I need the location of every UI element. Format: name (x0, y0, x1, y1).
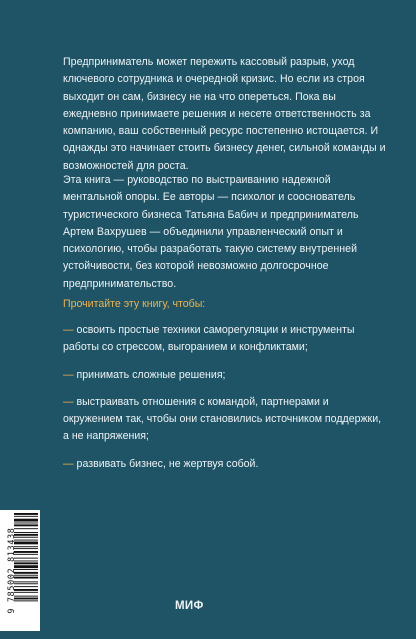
list-item (63, 394, 389, 446)
barcode-bar (14, 537, 38, 538)
barcode-bar (14, 551, 38, 553)
barcode-bar (14, 513, 38, 515)
barcode-bar (14, 558, 38, 559)
list-dash: — (63, 324, 74, 336)
barcode-bar (14, 540, 38, 541)
barcode-bar (14, 519, 38, 522)
barcode-bar (14, 598, 38, 600)
barcode-bar (14, 542, 38, 545)
isbn-number: 9 785002 813438 (6, 527, 16, 614)
list-title: Прочитайте эту книгу, чтобы: (63, 298, 206, 310)
barcode-bar (14, 592, 38, 593)
publisher-logo: МИФ (175, 600, 204, 612)
barcode-bar (14, 583, 38, 584)
list-item (63, 456, 389, 473)
benefits-list (63, 322, 389, 483)
barcode-bar (14, 569, 38, 570)
barcode-bar (14, 575, 38, 576)
barcode-bar (14, 577, 38, 579)
barcode-bar (14, 562, 38, 564)
barcode-bar (14, 524, 38, 526)
barcode-bar (14, 528, 38, 529)
list-dash: — (63, 457, 74, 470)
list-dash: — (63, 395, 74, 408)
barcode-bar (14, 589, 38, 591)
barcode-bar (14, 546, 38, 547)
barcode-bar (14, 586, 38, 587)
barcode-bar (14, 581, 38, 582)
barcode-bar (14, 548, 38, 549)
barcode-bar (14, 565, 38, 568)
description-paragraph-1: Предприниматель может пережить кассовый разрыв, уход ключевого сотрудника и очередной кризис. Но если из строя выходит он сам, бизнесу не на что опереться. Пока вы ежедневно принимаете решения и несете ответственность за компанию, ваш собственный ресурс постепенно истощается. И однажды это начинает стоить бизнесу денег, сильной команды и возможностей для роста. (63, 56, 386, 172)
barcode-bar (14, 572, 38, 574)
barcode-bar (14, 534, 38, 536)
barcode-bar (14, 516, 38, 517)
list-dash: — (63, 368, 74, 381)
list-item-text: принимать сложные решения; (76, 368, 226, 381)
list-item-text: освоить простые техники саморегуляции и инструменты работы со стрессом, выгоранием и конфликтами; (63, 324, 355, 354)
barcode-bar (14, 600, 38, 601)
barcode-bar (14, 596, 38, 597)
list-item-text: развивать бизнес, не жертвуя собой. (76, 457, 259, 470)
description-paragraph-2: Эта книга — руководство по выстраиванию надежной ментальной опоры. Ее авторы — психолог и сооснователь туристического бизнеса Татьяна Бабич и предприниматель Артем Вахрушев — объединили управленческий опыт и психологию, чтобы разработать такую систему внутренней устойчивости, без которой невозможно долгосрочное предпринимательство. (63, 174, 359, 290)
list-item-text: выстраивать отношения с командой, партнерами и окружением так, чтобы они становились источником поддержки, а не напряжения; (63, 395, 382, 443)
barcode-bar (14, 523, 38, 524)
list-item (63, 322, 389, 357)
barcode-bar (14, 532, 38, 533)
barcode-bar (14, 561, 38, 562)
barcode-bar (14, 554, 38, 555)
list-item (63, 367, 389, 384)
